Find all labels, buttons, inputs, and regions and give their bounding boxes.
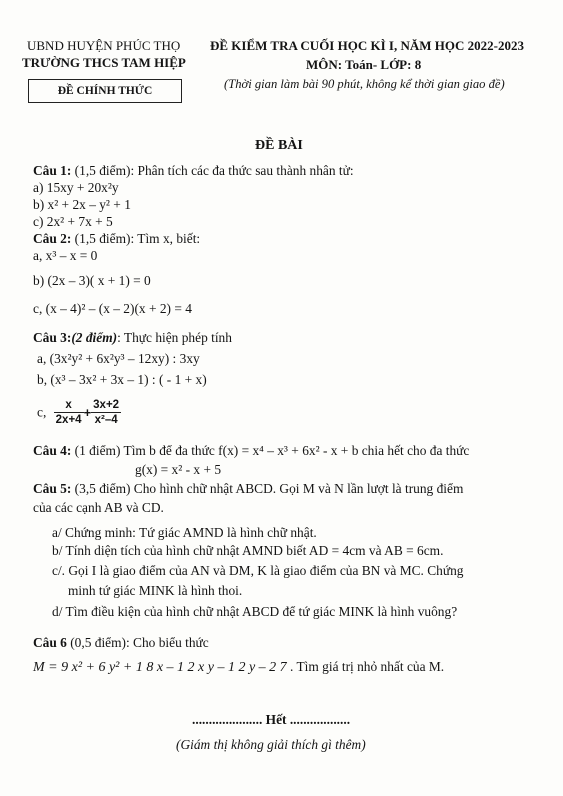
question-2-label: Câu 2: (33, 231, 72, 246)
page-title: ĐỀ BÀI (255, 138, 303, 153)
fraction-2 (91, 398, 121, 427)
question-5-label: Câu 5: (33, 481, 72, 496)
question-3-label: Câu 3: (33, 330, 72, 345)
question-2-a: a, x³ – x = 0 (33, 248, 98, 263)
fraction-2-denominator: x²–4 (94, 414, 118, 426)
question-5 (33, 481, 463, 497)
question-5-d: d/ Tìm điều kiện của hình chữ nhật ABCD để tứ giác MINK là hình vuông? (52, 604, 458, 619)
question-5-line2: của các cạnh AB và CD. (33, 500, 164, 515)
question-5-c-cont: minh tứ giác MINK là hình thoi. (68, 583, 243, 598)
question-5-b: b/ Tính diện tích của hình chữ nhật AMND biết AD = 4cm và AB = 6cm. (52, 543, 444, 558)
time-note: (Thời gian làm bài 90 phút, không kể thời gian giao đề) (224, 77, 505, 91)
question-6-label: Câu 6 (33, 635, 67, 650)
question-4 (33, 443, 469, 459)
question-3-b: b, (x³ – 3x² + 3x – 1) : ( - 1 + x) (37, 372, 207, 387)
question-5-text: (3,5 điểm) Cho hình chữ nhật ABCD. Gọi M và N lần lượt là trung điểm (71, 481, 464, 496)
fraction-2-numerator: 3x+2 (93, 399, 120, 411)
question-3-points: (2 điểm) (71, 330, 118, 345)
question-4-label: Câu 4: (33, 443, 72, 458)
official-badge (28, 79, 182, 103)
school-name: TRƯỜNG THCS TAM HIỆP (22, 55, 186, 70)
fraction-1-numerator: x (54, 398, 84, 413)
question-2-b: b) (2x – 3)( x + 1) = 0 (33, 273, 151, 288)
question-2 (33, 231, 200, 247)
question-1-a: a) 15xy + 20x²y (33, 180, 119, 195)
question-3 (33, 330, 232, 346)
question-1-c: c) 2x² + 7x + 5 (33, 214, 113, 229)
end-marker: ..................... Hết .................. (192, 712, 351, 727)
question-6 (33, 635, 209, 651)
question-4-text: (1 điểm) Tìm b để đa thức f(x) = x⁴ – x³ + 6x² - x + b chia hết cho đa thức (71, 443, 470, 458)
district-name: UBND HUYỆN PHÚC THỌ (27, 38, 181, 53)
question-3-c (37, 398, 121, 427)
fraction-1-denominator: 2x+4 (55, 414, 82, 426)
question-1-text: (1,5 điểm): Phân tích các đa thức sau thành nhân tử: (71, 163, 354, 178)
question-1 (33, 163, 354, 179)
expression-m: M = 9 x² + 6 y² + 1 8 x – 1 2 x y – 1 2 y – 2 7 (33, 660, 287, 675)
question-6-text: (0,5 điểm): Cho biểu thức (66, 635, 209, 650)
question-3-c-prefix: c, (37, 404, 47, 420)
question-2-text: (1,5 điểm): Tìm x, biết: (71, 231, 201, 246)
exam-title: ĐỀ KIỂM TRA CUỐI HỌC KÌ I, NĂM HỌC 2022-2023 (210, 38, 524, 53)
question-2-c: c, (x – 4)² – (x – 2)(x + 2) = 4 (33, 301, 192, 316)
fraction-1 (54, 398, 84, 427)
question-3-text: : Thực hiện phép tính (117, 330, 232, 345)
question-1-b: b) x² + 2x – y² + 1 (33, 197, 131, 212)
question-4-line2: g(x) = x² - x + 5 (135, 462, 222, 477)
question-1-label: Câu 1: (33, 163, 72, 178)
question-6-tail: . Tìm giá trị nhỏ nhất của M. (286, 659, 445, 674)
official-badge-label: ĐỀ CHÍNH THỨC (57, 85, 153, 97)
question-3-a: a, (3x²y² + 6x²y³ – 12xy) : 3xy (37, 351, 200, 366)
question-5-c: c/. Gọi I là giao điểm của AN và DM, K là giao điểm của BN và MC. Chứng (52, 563, 464, 578)
subject-grade: MÔN: Toán- LỚP: 8 (306, 57, 422, 72)
question-6-expression (33, 659, 444, 676)
proctor-note: (Giám thị không giải thích gì thêm) (176, 737, 366, 752)
plus-sign: + (83, 405, 92, 420)
question-5-a: a/ Chứng minh: Tứ giác AMND là hình chữ nhật. (52, 525, 317, 540)
